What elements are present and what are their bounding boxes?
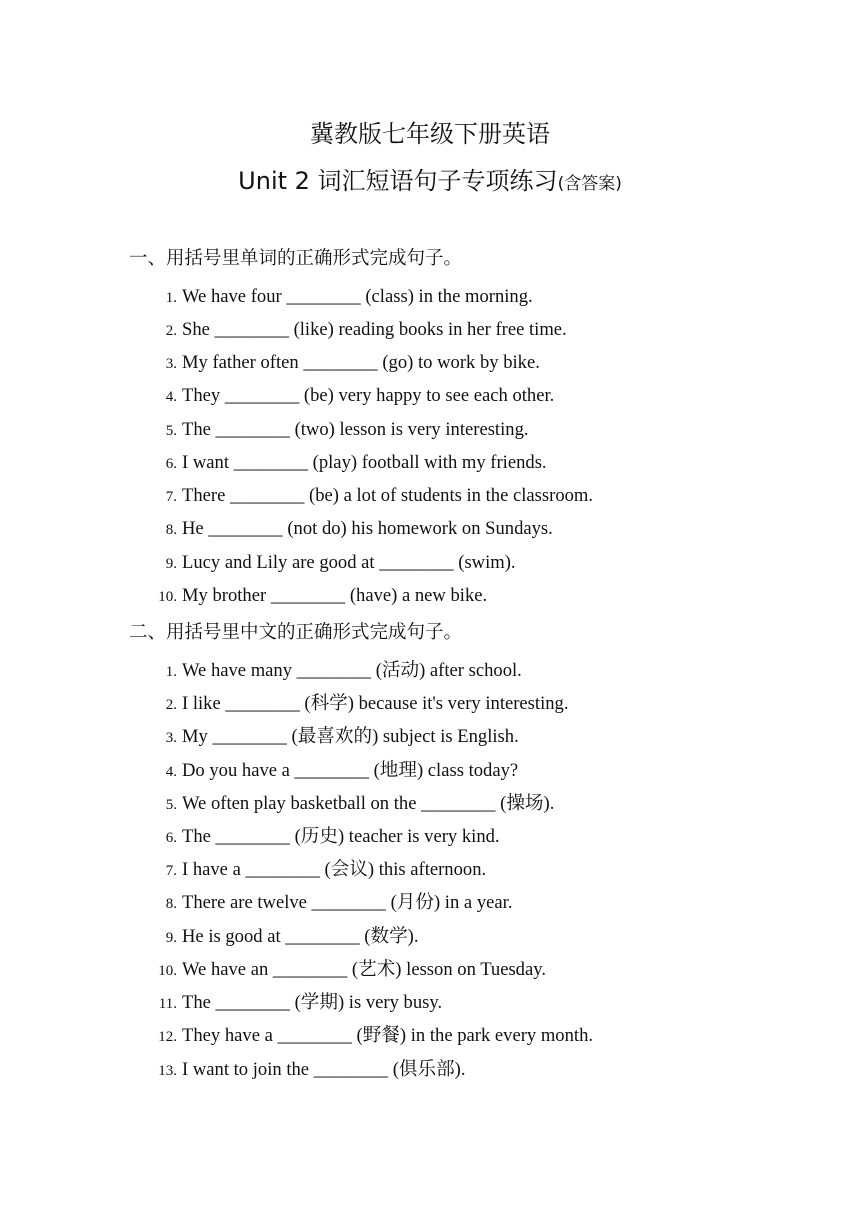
item-number: 3.	[165, 730, 177, 746]
exercise-item	[0, 759, 860, 783]
item-number: 1.	[165, 664, 177, 680]
exercise-item	[0, 1058, 860, 1082]
item-number: 9.	[165, 930, 177, 946]
document-subtitle	[0, 166, 860, 199]
exercise-item	[0, 1024, 860, 1048]
item-number: 8.	[165, 896, 177, 912]
exercise-item	[0, 351, 860, 375]
item-number: 2.	[165, 323, 177, 339]
item-number: 1.	[165, 290, 177, 306]
item-sentence: They ________ (be) very happy to see each other.	[182, 385, 555, 406]
item-sentence: Lucy and Lily are good at ________ (swim).	[182, 552, 516, 573]
exercise-item	[0, 858, 860, 882]
item-sentence: He is good at ________ (数学).	[182, 926, 419, 947]
item-sentence: We often play basketball on the ________ (操场).	[182, 793, 555, 814]
section-2-heading: 二、用括号里中文的正确形式完成句子。	[129, 622, 463, 643]
exercise-item	[0, 991, 860, 1015]
item-sentence: We have four ________ (class) in the morning.	[182, 286, 533, 307]
exercise-item	[0, 384, 860, 408]
item-sentence: I like ________ (科学) because it's very interesting.	[182, 693, 569, 714]
section-1-heading: 一、用括号里单词的正确形式完成句子。	[129, 248, 463, 269]
exercise-item	[0, 318, 860, 342]
exercise-item	[0, 418, 860, 442]
item-number: 9.	[165, 556, 177, 572]
item-number: 8.	[165, 522, 177, 538]
document-title: 冀教版七年级下册英语	[310, 120, 550, 148]
subtitle-main: Unit 2 词汇短语句子专项练习	[238, 167, 558, 195]
item-number: 5.	[165, 423, 177, 439]
item-sentence: The ________ (历史) teacher is very kind.	[182, 826, 500, 847]
exercise-item	[0, 285, 860, 309]
item-number: 10.	[158, 963, 177, 979]
exercise-item	[0, 958, 860, 982]
exercise-item	[0, 725, 860, 749]
item-sentence: I want to join the ________ (俱乐部).	[182, 1059, 466, 1080]
subtitle-suffix: (含答案)	[557, 174, 622, 194]
exercise-item	[0, 517, 860, 541]
item-sentence: I have a ________ (会议) this afternoon.	[182, 859, 487, 880]
exercise-item	[0, 925, 860, 949]
exercise-item	[0, 692, 860, 716]
item-sentence: The ________ (学期) is very busy.	[182, 992, 443, 1013]
item-number: 11.	[158, 996, 177, 1012]
exercise-item	[0, 659, 860, 683]
item-sentence: He ________ (not do) his homework on Sundays.	[182, 518, 553, 539]
item-number: 4.	[165, 389, 177, 405]
item-number: 13.	[158, 1063, 177, 1079]
item-number: 5.	[165, 797, 177, 813]
item-sentence: My ________ (最喜欢的) subject is English.	[182, 726, 519, 747]
exercise-item	[0, 551, 860, 575]
item-number: 7.	[165, 863, 177, 879]
exercise-item	[0, 451, 860, 475]
item-number: 6.	[165, 830, 177, 846]
item-number: 7.	[165, 489, 177, 505]
item-sentence: My brother ________ (have) a new bike.	[182, 585, 488, 606]
item-number: 6.	[165, 456, 177, 472]
item-sentence: We have many ________ (活动) after school.	[182, 660, 522, 681]
item-sentence: We have an ________ (艺术) lesson on Tuesday.	[182, 959, 546, 980]
exercise-item	[0, 584, 860, 608]
exercise-item	[0, 484, 860, 508]
item-number: 3.	[165, 356, 177, 372]
exercise-item	[0, 825, 860, 849]
item-sentence: There ________ (be) a lot of students in the classroom.	[182, 485, 594, 506]
exercise-item	[0, 891, 860, 915]
item-number: 12.	[158, 1029, 177, 1045]
exercise-item	[0, 792, 860, 816]
item-sentence: I want ________ (play) football with my friends.	[182, 452, 547, 473]
item-sentence: They have a ________ (野餐) in the park every month.	[182, 1025, 594, 1046]
item-sentence: There are twelve ________ (月份) in a year.	[182, 892, 513, 913]
item-sentence: She ________ (like) reading books in her free time.	[182, 319, 567, 340]
item-number: 10.	[158, 589, 177, 605]
item-sentence: The ________ (two) lesson is very interesting.	[182, 419, 529, 440]
item-number: 4.	[165, 764, 177, 780]
item-number: 2.	[165, 697, 177, 713]
item-sentence: Do you have a ________ (地理) class today?	[182, 760, 519, 781]
item-sentence: My father often ________ (go) to work by bike.	[182, 352, 540, 373]
